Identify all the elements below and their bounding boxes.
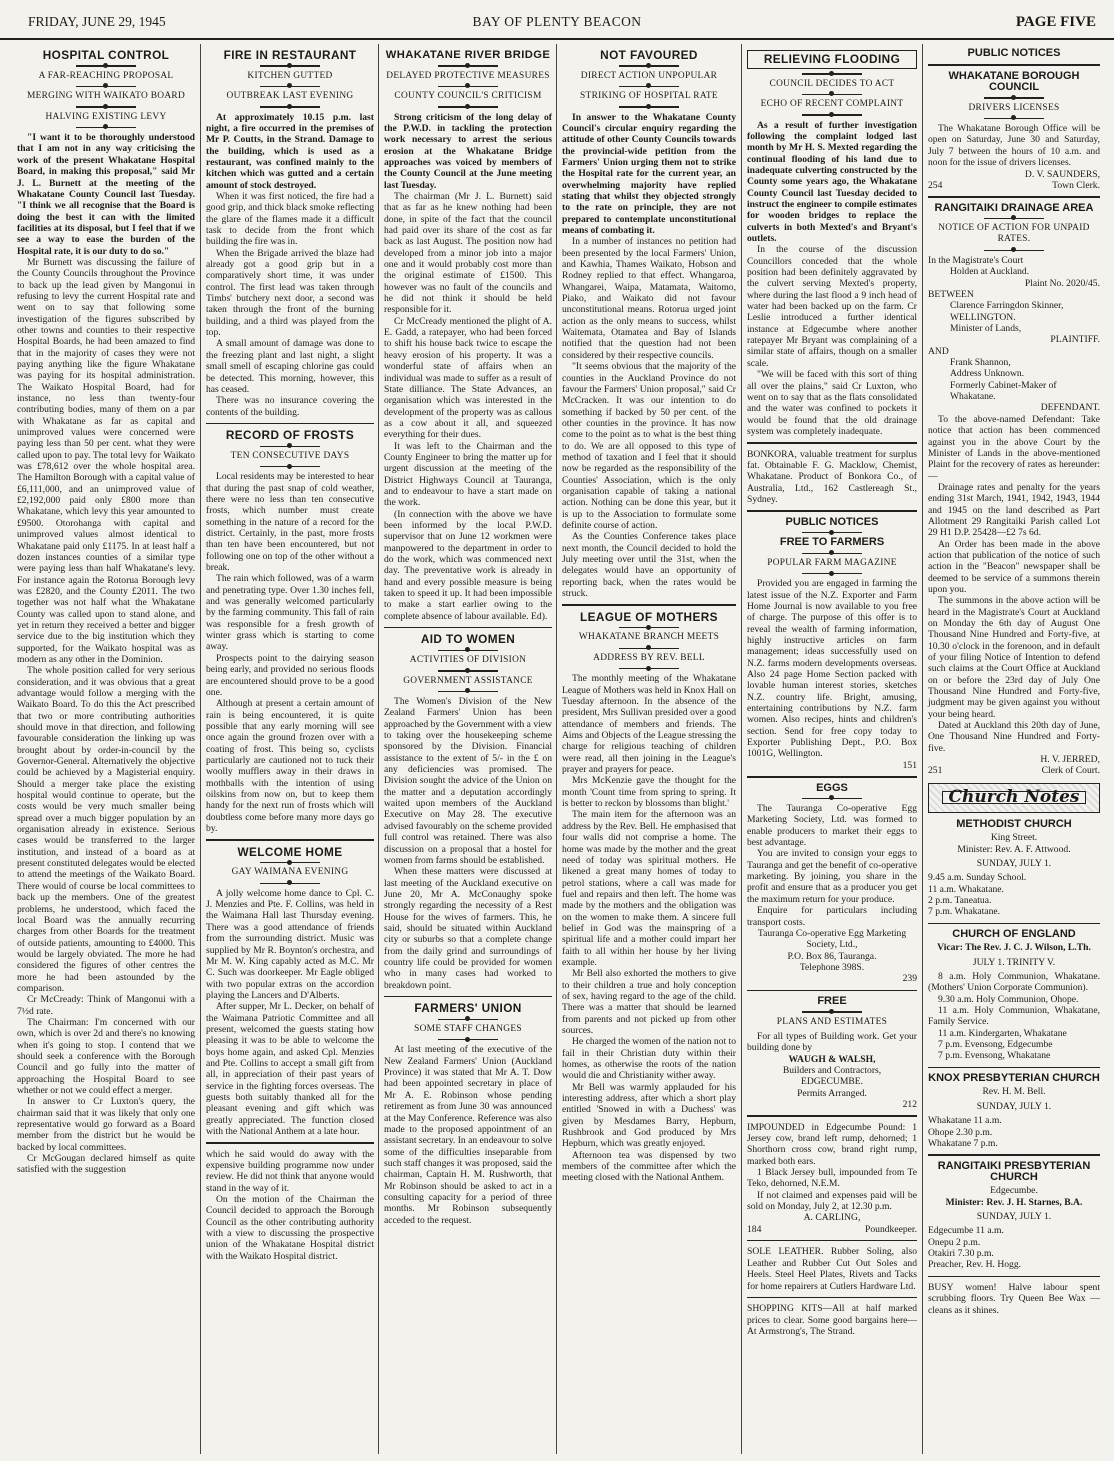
signature: A. CARLING, (803, 1212, 861, 1224)
column-4 (559, 44, 739, 1454)
court-line: Plaint No. 2020/45. (1024, 277, 1100, 289)
article-paragraph: It was left to the Chairman and the County Engineer to bring the matter up for urgent discussion at the meeting of the District Highways Council at Tauranga, and to endeavour to have a start made on the work. (384, 440, 552, 509)
subhead: A FAR-REACHING PROPOSAL (38, 70, 174, 81)
divider (619, 668, 679, 669)
column-1 (14, 44, 198, 1454)
court-line: Holden at Auckland. (950, 266, 1030, 278)
column-6 (925, 44, 1103, 1454)
church-date: SUNDAY, JULY 1. (976, 1100, 1052, 1112)
subhead: DIRECT ACTION UNPOPULAR (580, 70, 718, 81)
signature: Builders and Contractors, (782, 1064, 882, 1076)
divider (928, 1067, 1100, 1068)
court-line: WELLINGTON. (950, 311, 1016, 323)
headline-hospital-control: HOSPITAL CONTROL (42, 48, 170, 62)
church-service: Edgecumbe 11 a.m. (928, 1225, 1004, 1237)
divider (260, 466, 320, 467)
subhead: HALVING EXISTING LEVY (45, 111, 167, 122)
divider (260, 862, 320, 863)
subhead: COUNCIL DECIDES TO ACT (769, 78, 895, 89)
divider (747, 1115, 917, 1116)
article-paragraph: When the Brigade arrived the blaze had already got a good grip but in a comparatively short time, it was under control. The first lead was taken through Timbs' butchery next door, a second was taken through the front of the burning building, and a third was played from the top. (206, 247, 374, 339)
divider (802, 532, 862, 533)
divider (438, 65, 498, 66)
church-service: Otakiri 7.30 p.m. (928, 1247, 994, 1259)
subhead: TEN CONSECUTIVE DAYS (230, 450, 350, 461)
signature: WAUGH & WALSH, (788, 1053, 876, 1065)
divider (562, 604, 736, 605)
divider (438, 650, 498, 651)
subhead: COUNTY COUNCIL'S CRITICISM (394, 91, 542, 102)
section-title: PUBLIC NOTICES (967, 47, 1061, 59)
court-line: Whakatane. (950, 391, 996, 403)
notice-paragraph: Dated at Auckland this 20th day of June, One Thousand Nine Hundred and Forty-five. (928, 720, 1100, 754)
notice-paragraph: If not claimed and expenses paid will be sold on Monday, July 2, at 12.30 p.m. (747, 1189, 917, 1213)
divider (747, 1240, 917, 1241)
ad-number: 254 Town Clerk. (928, 179, 1100, 191)
notice-paragraph: For all types of Building work. Get your building done by (747, 1030, 917, 1054)
divider (438, 1039, 498, 1040)
article-paragraph: Afternoon tea was dispensed by two members of the committee after which the meeting closed with the National Anthem. (562, 1149, 736, 1184)
article-paragraph: Local residents may be interested to hear that during the past snap of cold weather, there were no less than ten consecutive frosts, which number must create something in the nature of a record for the district. Certainly, in the past, more frosts than ten have been encountered, but not following one on top of the other without a break. (206, 471, 374, 574)
divider (928, 64, 1100, 65)
divider (802, 573, 862, 574)
article-paragraph: As the Counties Conference takes place next month, the Council decided to hold the July meeting over until the 31st, when the delegates would have an opportunity of reporting back, when the rates would be struck. (562, 531, 736, 600)
divider (747, 990, 917, 991)
notice-paragraph: The Whakatane Borough Office will be open on Saturday, June 30 and Saturday, July 7 between the hours of 10 a.m. and noon for the issue of drivers licenses. (928, 123, 1100, 169)
article-paragraph: Cr McCready mentioned the plight of A. E. Gadd, a ratepayer, who had been forced to shift his house back twice to escape the heavy erosion of his property. It was a wonderful state of affairs when an individual was made to suffer as a result of State dilliance. The State Advances, an organisation which was interested in the development of the property was as callous as a cow about it all, and squeezed everything for their dues. (384, 315, 552, 441)
headline-fire: FIRE IN RESTAURANT (223, 48, 357, 62)
divider (76, 106, 136, 107)
church-line: King Street. (990, 832, 1038, 844)
notice-paragraph: The Tauranga Co-operative Egg Marketing Society, Ltd. was formed to enable producers to market their eggs to best advantage. (747, 803, 917, 849)
article-paragraph: When these matters were discussed at last meeting of the Auckland executive on June 20, Mr A. McConaughy spoke strongly regarding the necessity of a Rest House for the wives of farmers. This, he said, should be situated within Auckland city or suburbs so that a complete change from the daily grind and surroundings of country life could be provided for women who in many cases had worked to breakdown point. (384, 866, 552, 991)
church-notes-banner (928, 783, 1100, 813)
divider (984, 250, 1044, 251)
article-paragraph: Mr Bell was warmly applauded for his interesting address, after which a short play entitled 'Snowed in with a Duchess' was given by Mesdames Barry, Hepburn, Rushbrook and God produced by Mrs Hepburn, which was greatly enjoyed. (562, 1081, 736, 1150)
column-rule (741, 44, 742, 1454)
classified-ad: SHOPPING KITS—All at half marked prices to clear. Some good bargains here—At Armstrong's, The Strand. (747, 1303, 917, 1337)
church-date: SUNDAY, JULY 1. (976, 857, 1052, 869)
court-line: Minister of Lands, (950, 323, 1022, 335)
church-notes-title: Church Notes (942, 791, 1087, 804)
notice-paragraph: To the above-named Defendant: Take notice that action has been commenced against you in the above Court by the Minister of Lands in the above-mentioned Plaint for the recovery of rates as hereunder:— (928, 413, 1100, 482)
headline-relieving-flooding: RELIEVING FLOODING (747, 50, 917, 69)
article-lead: As a result of further investigation following the complaint lodged last month by Mr H. S. Mexted regarding the continual flooding of his land due to inadequate culverting constructed by the County some years ago, the Whakatane County Council last Tuesday decided to instruct the engineer to compile estimates for wooden bridges to replace the culverts in both Mexted's and Bryant's outlets. (747, 119, 917, 245)
church-service: 11 a.m. Whakatane. (928, 883, 1004, 895)
court-line: Formerly Cabinet-Maker of (950, 379, 1057, 391)
subhead: PLANS AND ESTIMATES (776, 1016, 888, 1027)
headline-frosts: RECORD OF FROSTS (225, 428, 355, 443)
article-paragraph: "We will be faced with this sort of thing all over the plains," said Cr Luxton, who went on to say that as the flats consolidated and the water was confined to pockets it would be found that the old drainage system was completely inadequate. (747, 369, 917, 437)
notice-title: EGGS (816, 781, 848, 794)
divider (438, 1019, 498, 1020)
subhead: WHAKATANE BRANCH MEETS (578, 632, 720, 643)
church-line: Minister: Rev. A. F. Attwood. (957, 843, 1071, 855)
subhead: SOME STAFF CHANGES (414, 1023, 522, 1034)
notice-title: FREE (817, 994, 847, 1007)
divider (802, 553, 862, 554)
notice-paragraph: Enquire for particulars including transport costs. (747, 905, 917, 928)
article-paragraph: In a number of instances no petition had been presented by the local Farmers' Union, and Kawhia, Thames Waikato, Hobson and Rodney replied to that effect. Whangaroa, Whangarei, Waipa, Matamata, Waitomo, Piako, and Waikato did not favour unconstitutional means. Rotorua urged joint action as the only means to success, whilst Waitemata, Otamatea and Bay of Islands notified that the question had not been considered by their respective councils. (562, 236, 736, 361)
court-line: DEFENDANT. (1040, 402, 1100, 414)
article-paragraph: The whole position called for very serious consideration, and it was obvious that a great advantage would follow a merging with the Waikato Board. To do this the Act prescribed that two or more contributing authorities should move in that direction, and following favourable consideration the linking up was brought about by order-in-council by the Governor-General. Alternatively the objective could be achieved by a Magisterial enquiry. Should a merger take place the existing hospital would continue to operate, but the costs would be very much smaller being spread over a much bigger population by an organisation already in existence. Serious cases would be transferred to the larger institution, and instead of a board as at present constituted delegates would be elected to attend the meetings of the Waikato Board. There would of course be local committees to back up the members. One of the greatest problems, he understood, which faced the local Board was the annually recurring charges from other Boards for the treatment of outside patients, amounting to £4000. This would be largely obviated. The more he had considered the figures of other centres the more he had been astounded by the comparison. (17, 665, 195, 994)
page-number: PAGE FIVE (1015, 14, 1096, 30)
article-paragraph: In the course of the discussion Councillors conceded that the whole position had been definitely aggravated by the culvert serving Mexted's property, where during the last flood a 9 inch head of water had been backed up on the farm. Cr Leslie introduced a further identical instance at Edgecumbe where another ratepayer Mr Bryant was complaining of a similar state of affairs, though on a smaller scale. (747, 244, 917, 369)
church-service: 9.45 a.m. Sunday School. (928, 872, 1027, 884)
divider (76, 127, 136, 128)
church-name: RANGITAIKI PRESBYTERIAN CHURCH (937, 1159, 1091, 1183)
column-5 (744, 44, 920, 1454)
court-line: Address Unknown. (950, 368, 1025, 380)
issue-date: FRIDAY, JUNE 29, 1945 (28, 14, 166, 29)
divider (984, 97, 1044, 98)
court-line: BETWEEN (928, 289, 974, 301)
signature: EDGECUMBE. (800, 1076, 864, 1088)
subhead: DELAYED PROTECTIVE MEASURES (386, 70, 550, 81)
church-line: Rev. H. M. Bell. (982, 1086, 1046, 1098)
ad-number: 239 (902, 973, 917, 985)
article-paragraph: Cr McCready: Think of Mangonui with a 7½d rate. (17, 994, 195, 1017)
paper-title: BAY OF PLENTY BEACON (472, 14, 642, 29)
divider (438, 86, 498, 87)
article-paragraph: The monthly meeting of the Whakatane League of Mothers was held in Knox Hall on Tuesday afternoon. In the absence of the president, Mrs Sullivan presided over a good attendance of members and friends. The Aims and Objects of the League stressing the charge for religious teaching of children were read, all then joining in the League's prayer and prayers for peace. (562, 673, 736, 776)
church-name: KNOX PRESBYTERIAN CHURCH (928, 1072, 1100, 1085)
column-2 (203, 44, 377, 1454)
notice-paragraph: You are invited to consign your eggs to Tauranga and get the benefit of co-operative marketing. By joining, you share in the profit and ensure that as a producer you get the maximum return for your produce. (747, 848, 917, 905)
church-service: 8 a.m. Holy Communion, Whakatane. (Mothers' Union Corporate Communion). (928, 970, 1100, 994)
church-service: Whakatane 7 p.m. (928, 1137, 998, 1149)
church-service: Onepu 2 p.m. (928, 1236, 981, 1248)
divider (747, 776, 917, 777)
divider (260, 65, 320, 66)
article-lead: "I want it to be thoroughly understood that I am not in any way criticising the work of the present Whakatane Hospital Board, in making this proposal," said Mr J. L. Burnett at the meeting of the Whakatane County Council last Tuesday. "I think we all recognise that the Board is doing the best it can with the limited facilities at its disposal, but I feel that if we see a way to ease the burden of the Hospital rate, it is our duty to do so." (17, 132, 195, 257)
subhead: ECHO OF RECENT COMPLAINT (760, 99, 904, 110)
divider (206, 839, 374, 840)
article-lead: In answer to the Whakatane County Council's circular enquiry regarding the attitude of other County Councils towards the provincial-wide petition from the Farmers' Union urging them not to strike the Hospital rate for the current year, an overwhelming majority have replied stating that whilst they objected strongly to the rate on principle, they are not prepared to contemplate unconstitutional means of combating it. (562, 111, 736, 237)
signature: Permits Arranged. (797, 1087, 867, 1099)
article-paragraph: Mr Burnett was discussing the failure of the County Councils throughout the Province to back up the lead given by Mangonui in refusing to levy the current Hospital rate and went on to say that following some investigation of the figures subscribed by other towns and counties to their respective Hospital Boards, he had been amazed to find that in the majority of cases they were not paying anything like the figure Whakatane was paying for its hospital administration. The Waikato Hospital Board, had for instance, no less than twenty-four contributing bodies, many of them on a par with Whakatane as far as capital and unimproved values were concerned were paying less than 50 per cent. what they were called upon to pay. The total levy for Waikato was £78,612 over the whole hospital area. The Hamilton Borough with a capital value of £6,111,000, and an unimproved value of £2,192,000 paid only £800 more than Whakatane, which levy this year amounted to £9500. Otorohanga with capital and unimproved values almost identical to Whakatane paid only £1175. In at least half a dozen instances counties of a similar type were paying less than half Whakatane's levy. For instance again the Rotorua Borough levy was £2820, and the County £2011. The two together was not half what the Whakatane County was called upon to stand alone, and yet in return they received a better and bigger service due to the big institution which they supported, for the Waikato hospital was as modern as any other in the Dominion. (17, 256, 195, 665)
article-paragraph: "It seems obvious that the majority of the counties in the Auckland Province do not favour the Farmers' Union proposal," said Cr McCracken. It was our intention to do something if backed by 50 per cent. of the other counties in the province. It has now come to the point as to what is the best thing to do. We are all opposed to this type of method of taxation and I feel that it should now be regarded as the responsibility of the Counties' Association, which is the only organisation capable of taking a national action. Nothing can be done this year, but it is up to the Association to formulate some definite course of action. (562, 361, 736, 531)
notice-paragraph: Drainage rates and penalty for the years ending 31st March, 1941, 1942, 1943, 1944 and 1945 on the land described as Part Allotment 29 Rangitaiki Parish called Lot 29 H1 D.P. 25428—£2 7s 6d. (928, 481, 1100, 539)
ad-number: 212 (902, 1098, 917, 1110)
headline-welcome-home: WELCOME HOME (237, 844, 343, 859)
divider (802, 798, 862, 799)
church-service: 7 p.m. Whakatane. (928, 906, 1001, 918)
subhead: GOVERNMENT ASSISTANCE (403, 675, 533, 686)
church-line: Vicar: The Rev. J. C. J. Wilson, L.Th. (937, 942, 1091, 954)
ad-number: 184 Poundkeeper. (747, 1223, 917, 1235)
column-rule (922, 44, 923, 1454)
court-line: PLAINTIFF. (1050, 334, 1100, 346)
church-service: Whakatane 11 a.m. (928, 1115, 1002, 1127)
article-lead: Strong criticism of the long delay of the P.W.D. in tackling the protection work necessary to arrest the serious erosion at the Whakatane Bridge approaches was voiced by members of the County Council at the June meeting last Tuesday. (384, 111, 552, 191)
signature: D. V. SAUNDERS, (1024, 168, 1100, 180)
divider (438, 691, 498, 692)
divider (984, 218, 1044, 219)
article-paragraph: After supper, Mr L. Decker, on behalf of the Waimana Patriotic Committee and all present, welcomed the guests stating how pleasing it was to be able to welcome the boys home again, and asked Cpl. Menzies and Pte. Collins to accept a small gift from all, in appreciation of their past years of service in the fighting forces overseas. The guests both suitably thanked all for the pleasant evening and gift which was greatly appreciated. The function closed with the National Anthem at a late hour. (206, 1001, 374, 1137)
article-paragraph: When it was first noticed, the fire had a good grip, and thick black smoke reflecting the glare of the flames made it a difficult task to decide from the front which building the fire was in. (206, 191, 374, 248)
notice-title: FREE TO FARMERS (779, 536, 885, 549)
headline-not-favoured: NOT FAVOURED (600, 48, 698, 62)
divider (438, 106, 498, 107)
church-service: 11 a.m. Kindergarten, Whakatane (938, 1027, 1067, 1039)
divider (260, 446, 320, 447)
divider (384, 996, 552, 997)
notice-paragraph: The summons in the above action will be heard in the Magistrate's Court at Auckland on Monday the 6th day of August One Thousand Nine Hundred and Forty-five, at 10.30 o'clock in the forenoon, and in default of your filing Notice of Intention to defend such claims at the Court Office at Auckland on or before the 23rd day of July One Thousand Nine Hundred and Forty-five, judgment may be given against you without your being heard. (928, 595, 1100, 720)
church-line: Minister: Rev. J. H. Starnes, B.A. (945, 1196, 1083, 1208)
classified-ad: BONKORA, valuable treatment for surplus fat. Obtainable F. G. Macklow, Chemist, Whakatane. Product of Bonkora Co., of Australia, Ltd., 162 Castlereagh St., Sydney. (747, 448, 917, 505)
article-paragraph: On the motion of the Chairman the Council decided to approach the Borough Council as the other contributing authority with a view to discussing the prospective union of the Whakatane Hospital district with the Waikato Hospital district. (206, 1194, 374, 1262)
divider (928, 1154, 1100, 1155)
masthead (0, 0, 1114, 40)
notice-paragraph: 1 Black Jersey bull, impounded from Te Teko, dehorned, N.E.M. (747, 1167, 917, 1190)
divider (928, 1276, 1100, 1277)
article-paragraph: The rain which followed, was of a warm and penetrating type. Over 1.30 inches fell, and was generally welcomed particularly by the farming community. This fall of rain was responsible for a fresh growth of winter grass which is starting to come away. (206, 573, 374, 653)
article-paragraph: Mr Bell also exhorted the mothers to give to their children a true and holy conception of sex, having regard to the age of the child. There was a matter that should be learned from parents and not picked up from other sources. (562, 968, 736, 1037)
subhead: STRIKING OF HOSPITAL RATE (580, 91, 718, 102)
divider (619, 65, 679, 66)
article-paragraph: The Chairman: I'm concerned with our own, which is over 2d and there's no knowing when it's going to stop. I contend that we should seek a conference with the Borough Council and go fully into the matter of approaching the Hospital Board to see whether or not we could effect a merger. (17, 1016, 195, 1096)
court-line: In the Magistrate's Court (928, 255, 1024, 266)
church-service: 7 p.m. Evensong, Whakatane (938, 1050, 1051, 1062)
article-paragraph: Although at present a certain amount of rain is being encountered, it is quite possible that any early morning will see once again the ground frozen over with a coating of frost. This being so, cyclists particularly are cautioned not to tuck their woolly mufflers away in their draws in mothballs with the intention of using oilskins from now on, but to keep them handy for the next run of frosts which will doubtless come before many more days go by. (206, 698, 374, 834)
subhead: POPULAR FARM MAGAZINE (767, 557, 897, 568)
church-date: JULY 1. TRINITY V. (972, 956, 1056, 968)
divider (76, 86, 136, 87)
article-paragraph: There was no insurance covering the contents of the building. (206, 395, 374, 418)
subhead: OUTBREAK LAST EVENING (226, 91, 354, 102)
divider (802, 94, 862, 95)
article-paragraph: The main item for the afternoon was an address by the Rev. Bell. He emphasised that four walls did not comprise a home. The home was made by the mother and the great need of today was spiritual mothers. He likened a great many homes of today to petrol stations, where a call was made for fuel and repairs and then left. The home was made by the mothers and the obligation was on the women to make them. A sincere full belief in God was the mainspring of a spiritual life and a mother could impart her faith to all within her house by her living example. (562, 809, 736, 968)
article-paragraph: A jolly welcome home dance to Cpl. C. J. Menzies and Pte. F. Collins, was held in the Waimana Hall last Thursday evening. There was a good attendance of friends from the surrounding district. Music was supplied by Mr R. Boynton's orchestra, and Mr M. W. King capably acted as M.C. Mr C. Such was doorkeeper. Mr Eagle obliged with two popular extras on the accordion playing the Lancers and D'Alberts. (206, 887, 374, 1001)
church-line: Edgecumbe. (990, 1185, 1038, 1197)
divider (747, 442, 917, 443)
court-line: Clarence Farringdon Skinner, (950, 300, 1064, 312)
divider (928, 196, 1100, 197)
column-rule (556, 44, 557, 1454)
article-paragraph: At last meeting of the executive of the New Zealand Farmers' Union (Auckland Province) it was stated that Mr A. T. Dow had been appointed secretary in place of Mr A. E. Robinson whose pending retirement as from June 30 was announced at the May Conference. Reference was also made to the proposed appointment of an assistant secretary. In an endeavour to solve some of the difficulties inseparable from such staff changes it was proposed, said the chairman, Captain H. M. Rushworth, that Mr Robinson should be asked to act in a consulting capacity for a period of three months. Mr Robinson subsequently acceded to the request. (384, 1044, 553, 1226)
divider (260, 883, 320, 884)
headline-river-bridge: WHAKATANE RIVER BRIDGE (385, 49, 551, 61)
article-paragraph: Cr McGougan declared himself as quite satisfied with the suggestion (17, 1153, 195, 1176)
classified-ad: BUSY women! Halve labour spent scrubbing floors. Try Queen Bee Wax —cleans as it shines. (928, 1282, 1100, 1316)
church-service: 9.30 a.m. Holy Communion, Ohope. (938, 993, 1079, 1005)
divider (802, 1011, 862, 1012)
article-paragraph: He charged the women of the nation not to fail in their Christian duty within their homes, as otherwise the roots of the nation would die and Christianity wither away. (562, 1036, 736, 1082)
subhead: MERGING WITH WAIKATO BOARD (26, 91, 186, 102)
divider (206, 423, 374, 424)
notice-title: RANGITAIKI DRAINAGE AREA (934, 201, 1094, 214)
church-service: 2 p.m. Taneatua. (928, 894, 992, 906)
subhead: GAY WAIMANA EVENING (231, 867, 349, 878)
court-line: Frank Shannon, (950, 357, 1011, 369)
subhead: KITCHEN GUTTED (247, 70, 333, 81)
church-service: Preacher, Rev. H. Hogg. (928, 1259, 1022, 1271)
court-line: AND (928, 345, 949, 357)
church-service: 11 a.m. Holy Communion, Whakatane, Family Service. (928, 1005, 1100, 1028)
divider (747, 510, 917, 511)
divider (802, 73, 862, 74)
subhead: NOTICE OF ACTION FOR UNPAID RATES. (938, 223, 1090, 245)
church-service: Ohope 2.30 p.m. (928, 1126, 993, 1138)
article-paragraph: The Women's Division of the New Zealand Farmers' Union has been approached by the Government with a view to taking over the housekeeping scheme sponsored by the Division. Financial assistance to the extent of 5/- in the £ on any deficiencies was promised. The Division sought the advice of the Union on the matter and a deputation accordingly waited upon members of the Auckland Executive on May 28. The executive advised favourably on the scheme provided full control was retained. There was also discussion on a proposal that a hostel for women from farms should be established. (384, 696, 552, 866)
signature: H. V. JERRED, (1040, 754, 1100, 766)
article-paragraph: Prospects point to the dairying season being early, and provided no serious floods are encountered should prove to be a good one. (206, 652, 374, 698)
notice-paragraph: An Order has been made in the above action that publication of the notice of such action in the "Beacon" newspaper shall be deemed to be service of a summons therein upon you. (928, 538, 1100, 595)
article-paragraph: A small amount of damage was done to the freezing plant and last night, a slight small smell of escaping chlorine gas could be detected. This morning, however, this has ceased. (206, 338, 374, 395)
divider (619, 648, 679, 649)
divider (384, 627, 552, 628)
subhead: ADDRESS BY REV. BELL (593, 652, 705, 663)
divider (619, 86, 679, 87)
divider (260, 86, 320, 87)
article-paragraph: which he said would do away with the expensive building programme now under review. He did not think that anyone would stand in the way of it. (206, 1148, 374, 1194)
signature: P.O. Box 86, Tauranga. (787, 950, 877, 962)
headline-farmers-union: FARMERS' UNION (414, 1001, 522, 1016)
article-lead: At approximately 10.15 p.m. last night, a fire occurred in the premises of Mr P. Coutts, in the Strand. Damage to the building, which is used as a restaurant, was confined mainly to the kitchen which was gutted and a certain amount of stock destroyed. (206, 111, 374, 191)
ad-number: 251 Clerk of Court. (928, 765, 1100, 777)
church-name: CHURCH OF ENGLAND (952, 927, 1076, 940)
signature: Tauranga Co-operative Egg Marketing Society, Ltd., (757, 927, 907, 951)
article-paragraph: The chairman (Mr J. L. Burnett) said that as far as he knew nothing had been done, in spite of the fact that the council had paid over its share of the cost as far back as last August. The position now had developed from a minor job into a major one and it would probably cost more than the original estimate of £1500. This however was no fault of the councils and he did not think it should be held responsible for it. (384, 191, 552, 316)
divider (802, 114, 862, 115)
church-name: METHODIST CHURCH (956, 817, 1072, 830)
divider (76, 65, 136, 66)
classified-ad: SOLE LEATHER. Rubber Soling, also Leather and Rubber Cut Out Soles and Heels. Steel Heel Plates, Rivets and Tacks for home repairers at Cutlers Hardware Ltd. (747, 1246, 917, 1292)
column-rule (200, 44, 201, 1454)
ad-number: 151 (902, 759, 917, 771)
notice-paragraph: Provided you are engaged in farming the latest issue of the N.Z. Exporter and Farm Home Journal is now available to you free of charge. The purpose of this offer is to reveal the wealth of farming information, highly instructive articles on farm management; ideas successfully used on N.Z. farms modern developments overseas. Also 24 page Home Section packed with lovable human interest stories, sketches N.Z. country life. Bright, amusing, entertaining contributions by N.Z. farm women. Also recipes, hints and children's section. Send for free copy today to Exporter Publishing Dept., P.O. Box 1001G, Wellington. (747, 578, 917, 760)
headline-league-of-mothers: LEAGUE OF MOTHERS (580, 609, 718, 624)
divider (260, 106, 320, 107)
divider (928, 923, 1100, 924)
article-paragraph: In answer to Cr Luxton's query, the chairman said that it was likely that only one representative would go forward as a Board member from the district but he would be backed by local committees. (17, 1096, 195, 1153)
divider (619, 106, 679, 107)
church-service: 7 p.m. Evensong, Edgecumbe (938, 1039, 1053, 1051)
section-title: PUBLIC NOTICES (785, 515, 879, 528)
article-paragraph: Mrs McKenzie gave the thought for the month 'Count time from spring to spring. It is better to reckon by blossoms than blight.' (562, 775, 736, 810)
subhead: ACTIVITIES OF DIVISION (409, 654, 527, 665)
divider (747, 1297, 917, 1298)
divider (984, 118, 1044, 119)
column-rule (378, 44, 379, 1454)
notice-paragraph: IMPOUNDED in Edgecumbe Pound: 1 Jersey cow, brand left rump, dehorned; 1 Shorthorn cross cow, brand right rump, marked both ears. (747, 1121, 917, 1167)
column-3 (381, 44, 555, 1454)
subhead: DRIVERS LICENSES (968, 102, 1060, 113)
divider (619, 627, 679, 628)
church-date: SUNDAY, JULY 1. (976, 1210, 1052, 1222)
divider (206, 1142, 374, 1143)
divider (438, 670, 498, 671)
article-paragraph: (In connection with the above we have been informed by the local P.W.D. supervisor that on June 12 workmen were manpowered to the department in order to do the work, which was commenced next day. The preventative work is already in hand and every possible measure is being taken to speed it up. It had been impossible to make a start earlier owing to the complete absence of labour available. Ed). (384, 508, 552, 622)
headline-aid-to-women: AID TO WOMEN (420, 632, 516, 647)
notice-title: WHAKATANE BOROUGH COUNCIL (948, 69, 1080, 94)
signature: Telephone 398S. (799, 961, 865, 973)
